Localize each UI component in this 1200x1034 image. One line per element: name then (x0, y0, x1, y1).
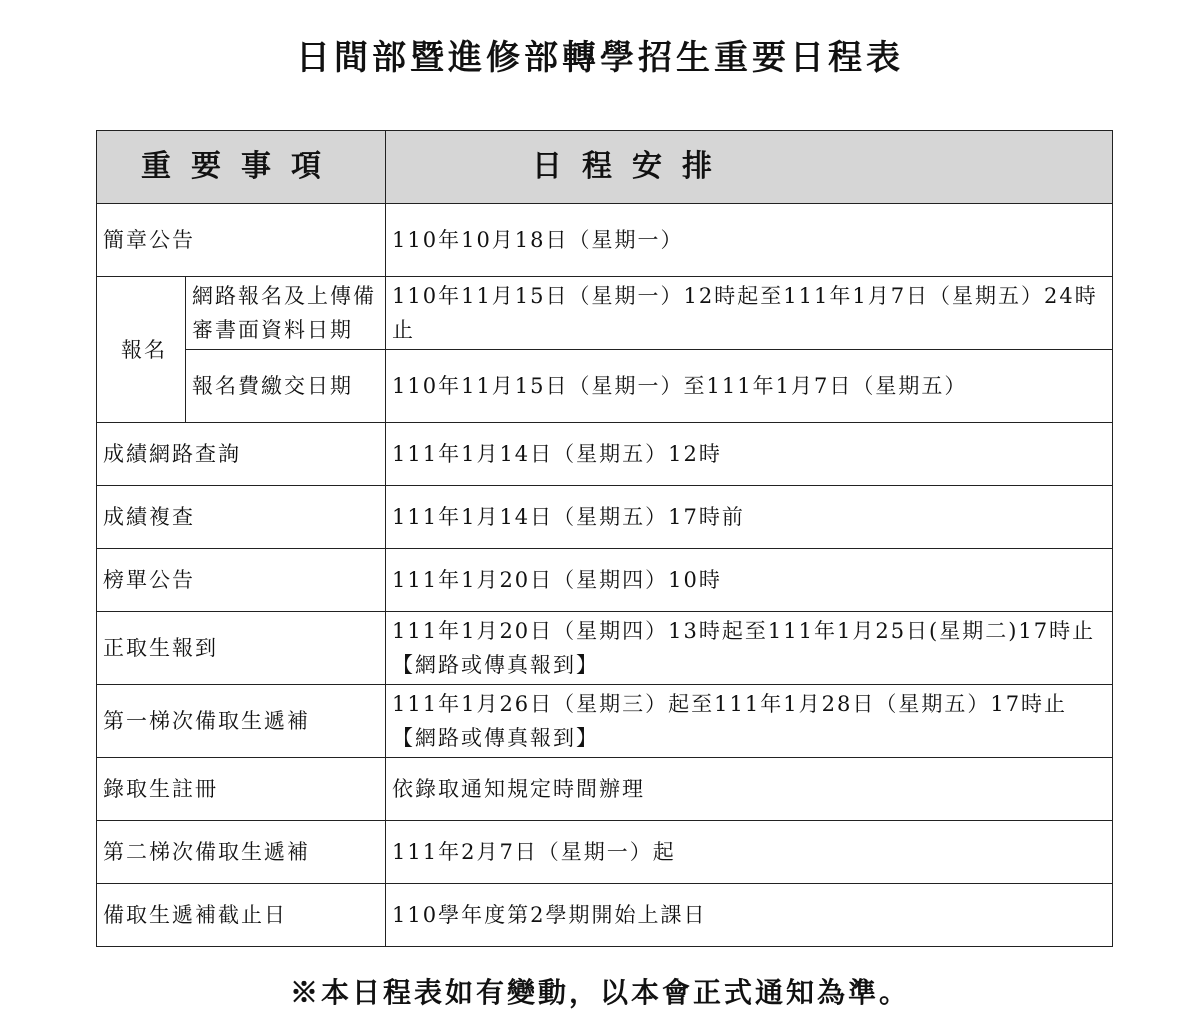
schedule-table (96, 130, 1113, 947)
item-cell: 備取生遞補截止日 (97, 884, 386, 947)
footnote: ※本日程表如有變動，以本會正式通知為準。 (289, 976, 910, 1009)
sub-item-cell: 報名費繳交日期 (186, 350, 386, 423)
item-cell: 錄取生註冊 (97, 758, 386, 821)
schedule-cell: 111年1月14日（星期五）12時 (386, 423, 1113, 486)
table-header-row (97, 131, 1113, 204)
page-title: 日間部暨進修部轉學招生重要日程表 (296, 38, 904, 78)
table-row (97, 277, 1113, 350)
table-row (97, 204, 1113, 277)
column-header-item: 重要事項 (97, 131, 386, 204)
item-cell-group: 報名 (97, 277, 186, 423)
table-row (97, 549, 1113, 612)
schedule-cell: 111年1月20日（星期四）10時 (386, 549, 1113, 612)
schedule-cell: 111年2月7日（星期一）起 (386, 821, 1113, 884)
column-header-schedule: 日程安排 (386, 131, 1113, 204)
table-row (97, 486, 1113, 549)
table-row (97, 884, 1113, 947)
item-cell: 成績網路查詢 (97, 423, 386, 486)
schedule-line: 111年1月20日（星期四）13時起至111年1月25日(星期二)17時止 (392, 619, 1096, 643)
table-row (97, 821, 1113, 884)
schedule-cell (386, 685, 1113, 758)
schedule-line: 111年1月26日（星期三）起至111年1月28日（星期五）17時止 (392, 692, 1068, 716)
sub-item-cell: 網路報名及上傳備審書面資料日期 (186, 277, 386, 350)
schedule-cell: 依錄取通知規定時間辦理 (386, 758, 1113, 821)
schedule-note: 【網路或傳真報到】 (392, 653, 599, 677)
table-row (97, 350, 1113, 423)
item-cell: 正取生報到 (97, 612, 386, 685)
schedule-cell: 110學年度第2學期開始上課日 (386, 884, 1113, 947)
item-cell: 成績複查 (97, 486, 386, 549)
table-row (97, 612, 1113, 685)
schedule-cell: 110年11月15日（星期一）12時起至111年1月7日（星期五）24時止 (386, 277, 1113, 350)
table-row (97, 423, 1113, 486)
table-row (97, 758, 1113, 821)
item-cell: 榜單公告 (97, 549, 386, 612)
item-cell: 第一梯次備取生遞補 (97, 685, 386, 758)
schedule-note: 【網路或傳真報到】 (392, 726, 599, 750)
schedule-cell: 110年11月15日（星期一）至111年1月7日（星期五） (386, 350, 1113, 423)
schedule-cell: 111年1月14日（星期五）17時前 (386, 486, 1113, 549)
table-row (97, 685, 1113, 758)
item-cell: 簡章公告 (97, 204, 386, 277)
schedule-cell: 110年10月18日（星期一） (386, 204, 1113, 277)
item-cell: 第二梯次備取生遞補 (97, 821, 386, 884)
schedule-cell (386, 612, 1113, 685)
